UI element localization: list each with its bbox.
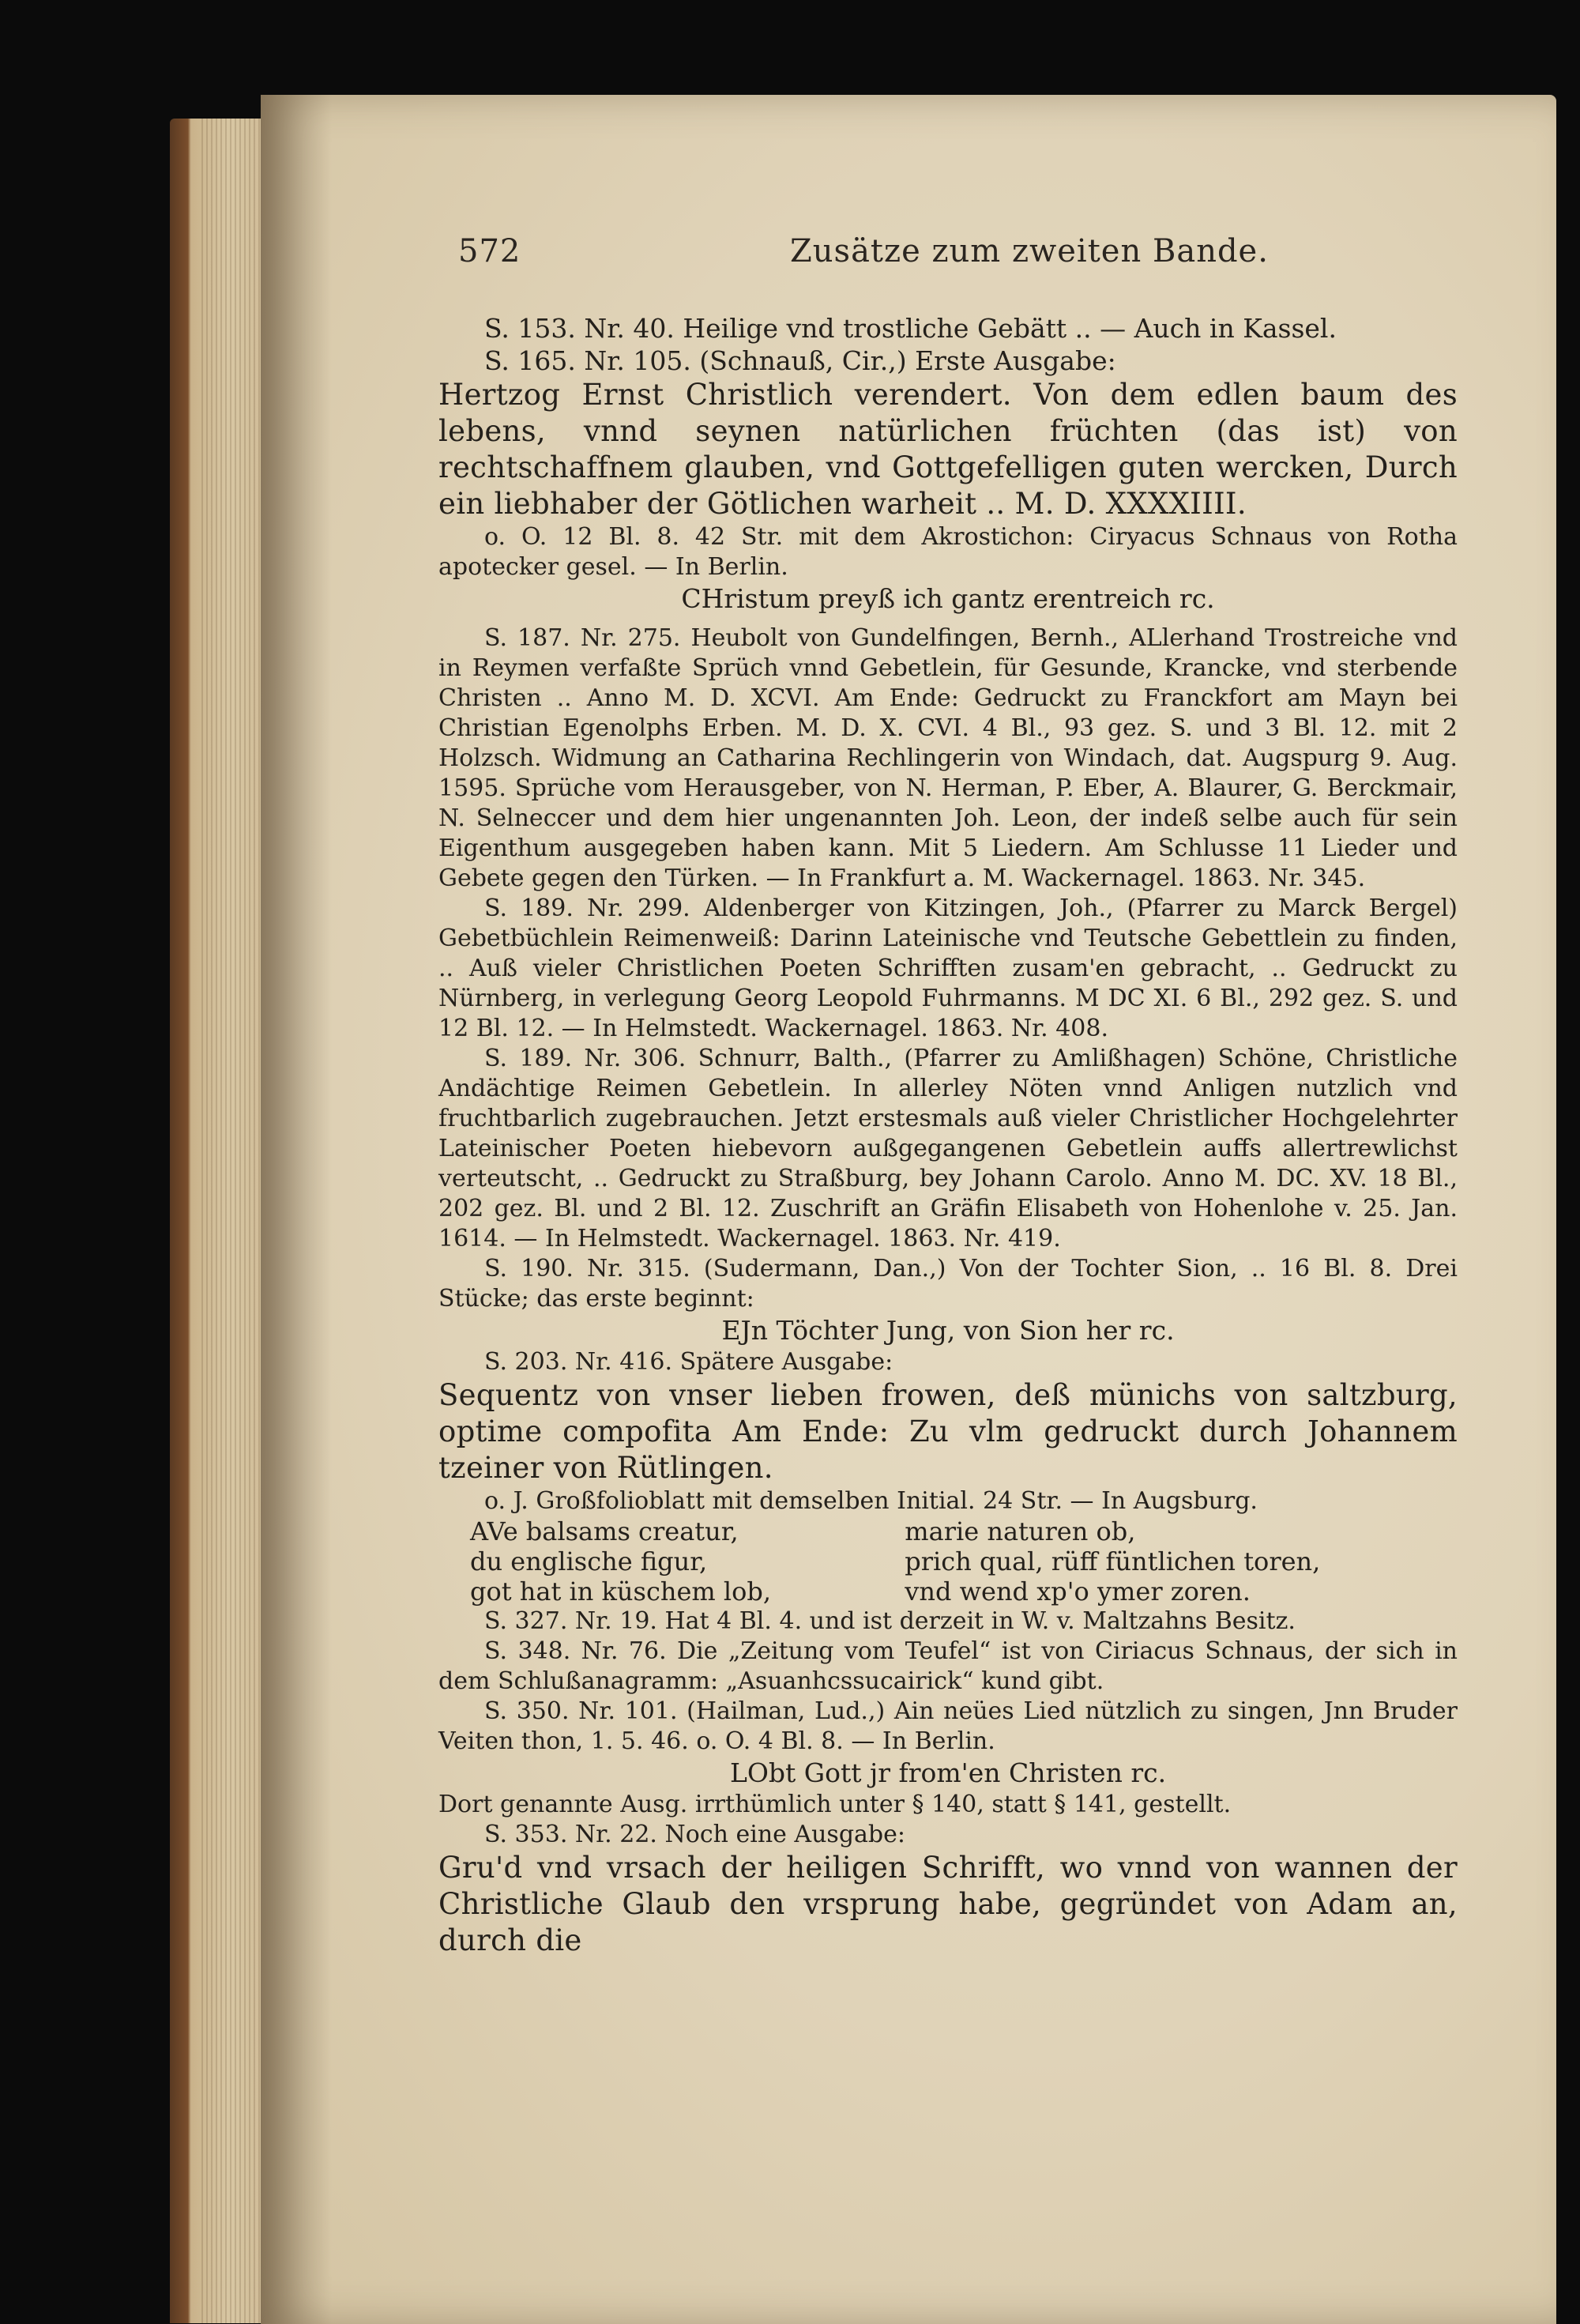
entry-s203: S. 203. Nr. 416. Spätere Ausgabe: xyxy=(484,1348,893,1376)
incipit-christum: CHristum preyß ich gantz erentreich rc. xyxy=(681,583,1215,614)
entry-s203-note: o. J. Großfolioblatt mit demselben Initial. 24 Str. — In Augsburg. xyxy=(484,1487,1258,1515)
quoted-title-sequentz: Sequentz von vnser lieben frowen, deß münichs von saltzburg, optime compofita Am Ende: Zu vlm gedruckt durch Johannem tzeiner von Rütlingen. xyxy=(438,1378,1458,1485)
incipit-ejn-toechter: EJn Töchter Jung, von Sion her rc. xyxy=(721,1315,1175,1346)
entry-s350-note: Dort genannte Ausg. irrthümlich unter § 140, statt § 141, gestellt. xyxy=(438,1791,1232,1818)
incipit-lobt-gott: LObt Gott jr from'en Christen rc. xyxy=(729,1757,1167,1788)
verse-block xyxy=(438,1516,1458,1606)
entry-s187: S. 187. Nr. 275. Heubolt von Gundelfingen, Bernh., ALlerhand Trostreiche vnd in Reymen verfaßte Sprüch vnnd Gebetlein, für Gesunde, Krancke, vnd sterbende Christen .. Anno M. D. XCVI. Am Ende: Gedruckt zu Franckfort am Mayn bei Christian Egenolphs Erben. M. D. X. CVI. 4 Bl., 93 gez. S. und 3 Bl. 12. mit 2 Holzsch. Widmung an Catharina Rechlingerin von Windach, dat. Augspurg 9. Aug. 1595. Sprüche vom Herausgeber, von N. Herman, P. Eber, A. Blaurer, G. Berckmair, N. Selneccer und dem hier ungenannten Joh. Leon, der indeß selbe auch für sein Eigenthum ausgegeben haben kann. Mit 5 Liedern. Am Schlusse 11 Lieder und Gebete gegen den Türken. — In Frankfurt a. M. Wackernagel. 1863. Nr. 345. xyxy=(438,624,1458,892)
entry-s165-note: o. O. 12 Bl. 8. 42 Str. mit dem Akrostichon: Ciryacus Schnaus von Rotha apotecker gesel. — In Berlin. xyxy=(438,523,1458,581)
entry-s190: S. 190. Nr. 315. (Sudermann, Dan.,) Von der Tochter Sion, .. 16 Bl. 8. Drei Stücke; das erste beginnt: xyxy=(438,1255,1458,1313)
running-head xyxy=(458,233,1485,281)
entry-s153: S. 153. Nr. 40. Heilige vnd trostliche Gebätt .. — Auch in Kassel. xyxy=(484,313,1337,344)
verse-right: marie naturen ob, xyxy=(905,1516,1136,1546)
gutter-shadow xyxy=(261,95,332,2324)
entry-s165: S. 165. Nr. 105. (Schnauß, Cir.,) Erste Ausgabe: xyxy=(484,345,1116,376)
verse-right: vnd wend xp'o ymer zoren. xyxy=(905,1576,1251,1606)
verse-line xyxy=(438,1576,1458,1606)
quoted-title-hertzog-ernst: Hertzog Ernst Christlich verendert. Von dem edlen baum des lebens, vnnd seynen natürlichen früchten (das ist) von rechtschaffnem glauben, vnd Gottgefelligen guten wercken, Durch ein liebhaber der Götlichen warheit .. M. D. XXXXIIII. xyxy=(438,378,1458,521)
entry-s350: S. 350. Nr. 101. (Hailman, Lud.,) Ain neües Lied nützlich zu singen, Jnn Bruder Veiten thon, 1. 5. 46. o. O. 4 Bl. 8. — In Berlin. xyxy=(438,1697,1458,1755)
entry-s189-306: S. 189. Nr. 306. Schnurr, Balth., (Pfarrer zu Amlißhagen) Schöne, Christliche Andächtige Reimen Gebetlein. In allerley Nöten vnnd Anligen nutzlich vnd fruchtbarlich zugebrauchen. Jetzt erstesmals auß vieler Christlicher Hochgelehrter Lateinischer Poeten hiebevorn außgegangenen Gebetlein auffs allertrewlichst verteutscht, .. Gedruckt zu Straßburg, bey Johann Carolo. Anno M. DC. XV. 18 Bl., 202 gez. Bl. und 2 Bl. 12. Zuschrift an Gräfin Elisabeth von Hohenlohe v. 25. Jan. 1614. — In Helmstedt. Wackernagel. 1863. Nr. 419. xyxy=(438,1045,1458,1252)
page-body xyxy=(438,312,1458,1959)
verse-line xyxy=(438,1516,1458,1546)
verse-left: du englische figur, xyxy=(470,1546,708,1576)
entry-s189-299: S. 189. Nr. 299. Aldenberger von Kitzingen, Joh., (Pfarrer zu Marck Bergel) Gebetbüchlein Reimenweiß: Darinn Lateinische vnd Teutsche Gebettlein zu finden, .. Auß vieler Christlichen Poeten Schrifften zusam'en gebracht, .. Gedruckt zu Nürnberg, in verlegung Georg Leopold Fuhrmanns. M DC XI. 6 Bl., 292 gez. S. und 12 Bl. 12. — In Helmstedt. Wackernagel. 1863. Nr. 408. xyxy=(438,895,1458,1042)
entry-s353: S. 353. Nr. 22. Noch eine Ausgabe: xyxy=(484,1821,905,1848)
running-title: Zusätze zum zweiten Bande. xyxy=(790,233,1269,269)
quoted-title-grund-vnd-vrsach: Gru'd vnd vrsach der heiligen Schrifft, wo vnnd von wannen der Christliche Glaub den vrsprung habe, gegründet von Adam an, durch die xyxy=(438,1851,1458,1957)
entry-s327: S. 327. Nr. 19. Hat 4 Bl. 4. und ist derzeit in W. v. Maltzahns Besitz. xyxy=(484,1607,1296,1635)
verse-line xyxy=(438,1546,1458,1576)
verse-left: got hat in küschem lob, xyxy=(470,1576,772,1606)
verse-right: prich qual, rüff füntlichen toren, xyxy=(905,1546,1321,1576)
page-number: 572 xyxy=(458,233,521,269)
entry-s348: S. 348. Nr. 76. Die „Zeitung vom Teufel“ ist von Ciriacus Schnaus, der sich in dem Schlußanagramm: „Asuanhcssucairick“ kund gibt. xyxy=(438,1637,1458,1695)
verse-left: AVe balsams creatur, xyxy=(470,1516,739,1546)
